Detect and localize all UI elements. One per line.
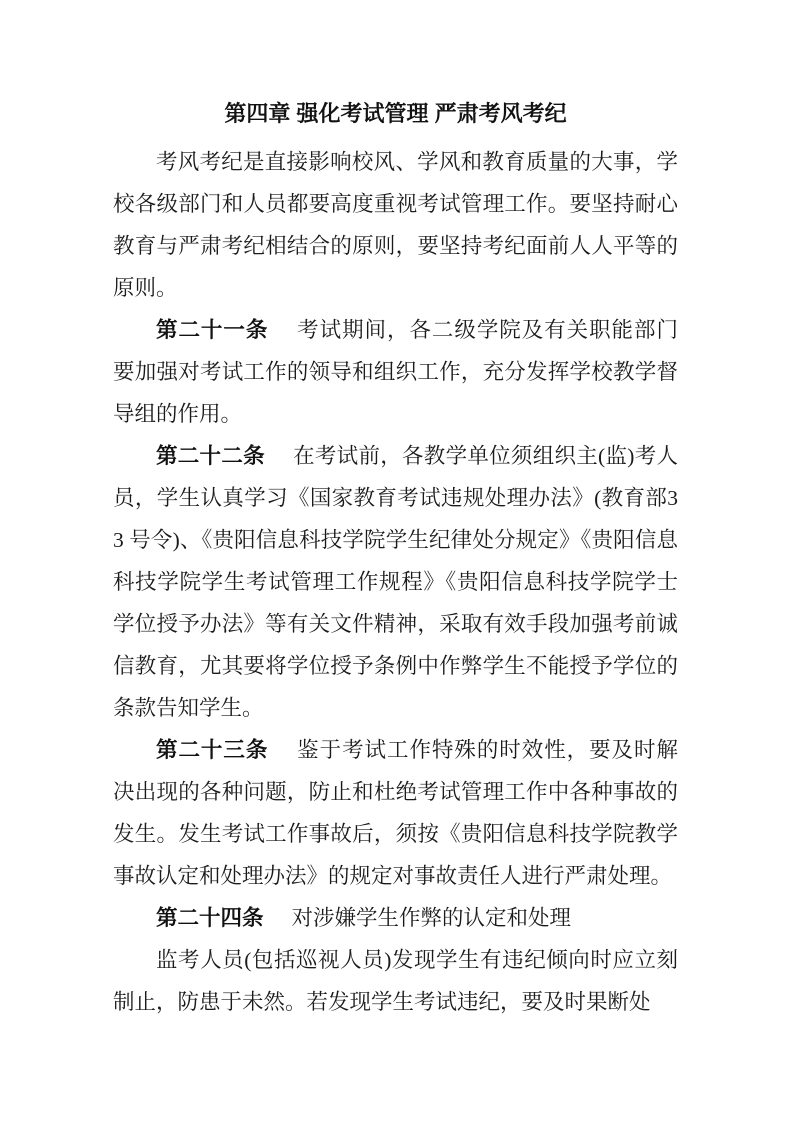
paragraph-text: 考试期间，各二级学院及有关职能部门要加强对考试工作的领导和组织工作，充分发挥学校教学督导组的作用。 [113, 318, 678, 426]
paragraph-text: 在考试前，各教学单位须组织主(监)考人员，学生认真学习《国家教育考试违规处理办法》(教育部33 号令)、《贵阳信息科技学院学生纪律处分规定》《贵阳信息科技学院学生考试管理工作规程》《贵阳信息科技学院学士学位授予办法》等有关文件精神，采取有效手段加强考前诚信教育，尤其要将学位授予条例中作弊学生不能授予学位的条款告知学生。 [113, 444, 678, 720]
paragraph [113, 729, 678, 897]
paragraph-text: 鉴于考试工作特殊的时效性，要及时解决出现的各种问题，防止和杜绝考试管理工作中各种事故的发生。发生考试工作事故后，须按《贵阳信息科技学院教学事故认定和处理办法》的规定对事故责任人进行严肃处理。 [113, 738, 678, 888]
paragraph [113, 939, 678, 1023]
paragraph-text: 考风考纪是直接影响校风、学风和教育质量的大事，学校各级部门和人员都要高度重视考试管理工作。要坚持耐心教育与严肃考纪相结合的原则，要坚持考纪面前人人平等的原则。 [113, 150, 678, 300]
paragraph-text: 监考人员(包括巡视人员)发现学生有违纪倾向时应立刻制止，防患于未然。若发现学生考试违纪，要及时果断处 [113, 948, 678, 1014]
clause-number: 第二十三条 [156, 738, 269, 762]
paragraph [113, 309, 678, 435]
paragraph [113, 435, 678, 729]
clause-number: 第二十一条 [156, 318, 269, 342]
paragraph-text: 对涉嫌学生作弊的认定和处理 [291, 906, 571, 930]
clause-number: 第二十四条 [156, 906, 264, 930]
chapter-title: 第四章 强化考试管理 严肃考风考纪 [224, 101, 567, 126]
paragraph [113, 141, 678, 309]
clause-number: 第二十二条 [156, 444, 265, 468]
paragraph [113, 897, 678, 939]
